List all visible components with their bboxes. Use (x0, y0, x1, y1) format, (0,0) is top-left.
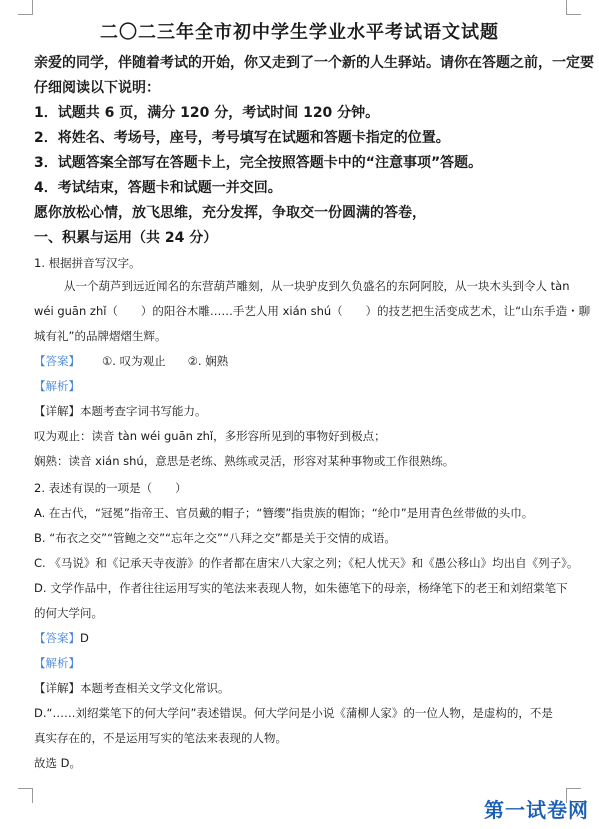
q2-detail: 【详解】本题考查相关文学文化常识。 (34, 681, 230, 695)
q2-explain-2: 真实存在的，不是运用写实的笔法来表现的人物。 (34, 731, 287, 745)
q2-option-a: A. 在古代，“冠冕”指帝王、官员戴的帽子；“簪缨”指贵族的帽饰；“纶巾”是用青色丝带做的头巾。 (34, 506, 534, 520)
intro-line-2: 仔细阅读以下说明： (34, 80, 160, 96)
q1-passage-line-2: wéi guān zhǐ（ ）的阳谷木雕……手艺人用 xián shú（ ）的技艺把生活变成艺术，让“山东手造・聊 (34, 304, 591, 318)
q2-option-d-line-2: 的何大学问。 (34, 606, 103, 620)
rule-3: 3．试题答案全部写在答题卡上，完全按照答题卡中的“注意事项”答题。 (34, 155, 483, 171)
q1-explain-1: 叹为观止：读音 tàn wéi guān zhǐ，多形容所见到的事物好到极点； (34, 429, 386, 443)
q2-answer (34, 630, 89, 646)
q1-detail: 【详解】本题考查字词书写能力。 (34, 404, 207, 418)
crop-mark-top-right (566, 0, 581, 15)
answer-item-2: ②. 娴熟 (187, 354, 229, 368)
rule-2: 2．将姓名、考场号，座号，考号填写在试题和答题卡指定的位置。 (34, 130, 450, 146)
answer-item-1: ①. 叹为观止 (102, 354, 166, 368)
q2-option-c: C. 《马说》和《记承天寺夜游》的作者都在唐宋八大家之列；《杞人忧天》和《愚公移山》均出自《列子》。 (34, 556, 579, 570)
q2-explain-1: D.“……刘绍棠笔下的何大学问”表述错误。何大学问是小说《蒲柳人家》的一位人物，是虚构的，不是 (34, 706, 553, 720)
analysis-tag: 【解析】 (34, 379, 80, 393)
exam-title: 二〇二三年全市初中学生学业水平考试语文试题 (100, 22, 499, 43)
answer-tag: 【答案】 (34, 631, 80, 645)
q1-passage-line-3: 城有礼”的品牌熠熠生辉。 (34, 329, 167, 343)
q1-answer (34, 353, 228, 369)
crop-mark-top-left (18, 0, 33, 15)
answer-value: D (80, 631, 89, 645)
analysis-tag: 【解析】 (34, 656, 80, 670)
q1-stem: 1. 根据拼音写汉字。 (34, 256, 141, 270)
rule-4: 4．考试结束，答题卡和试题一并交回。 (34, 180, 282, 196)
crop-mark-bottom-left (18, 788, 33, 803)
intro-line-1: 亲爱的同学，伴随着考试的开始，你又走到了一个新的人生驿站。请你在答题之前，一定要 (34, 55, 594, 71)
section-heading: 一、积累与运用（共 24 分） (34, 230, 218, 246)
site-watermark: 第一试卷网 (484, 798, 589, 822)
answer-tag: 【答案】 (34, 354, 80, 368)
q2-conclusion: 故选 D。 (34, 756, 82, 770)
q2-stem: 2. 表述有误的一项是（ ） (34, 481, 187, 495)
rule-1: 1．试题共 6 页，满分 120 分，考试时间 120 分钟。 (34, 105, 380, 121)
q1-passage-line-1: 从一个葫芦到远近闻名的东营葫芦雕刻，从一块驴皮到久负盛名的东阿阿胶，从一块木头到令人 tàn (64, 279, 570, 293)
q2-option-d-line-1: D. 文学作品中，作者往往运用写实的笔法来表现人物，如朱德笔下的母亲，杨绛笔下的老王和刘绍棠笔下 (34, 581, 568, 595)
q1-explain-2: 娴熟：读音 xián shú，意思是老练、熟练或灵活，形容对某种事物或工作很熟练。 (34, 454, 455, 468)
wish-line: 愿你放松心情，放飞思维，充分发挥，争取交一份圆满的答卷， (34, 205, 426, 221)
q2-option-b: B. “布衣之交”“管鲍之交”“忘年之交”“八拜之交”都是关于交情的成语。 (34, 531, 396, 545)
